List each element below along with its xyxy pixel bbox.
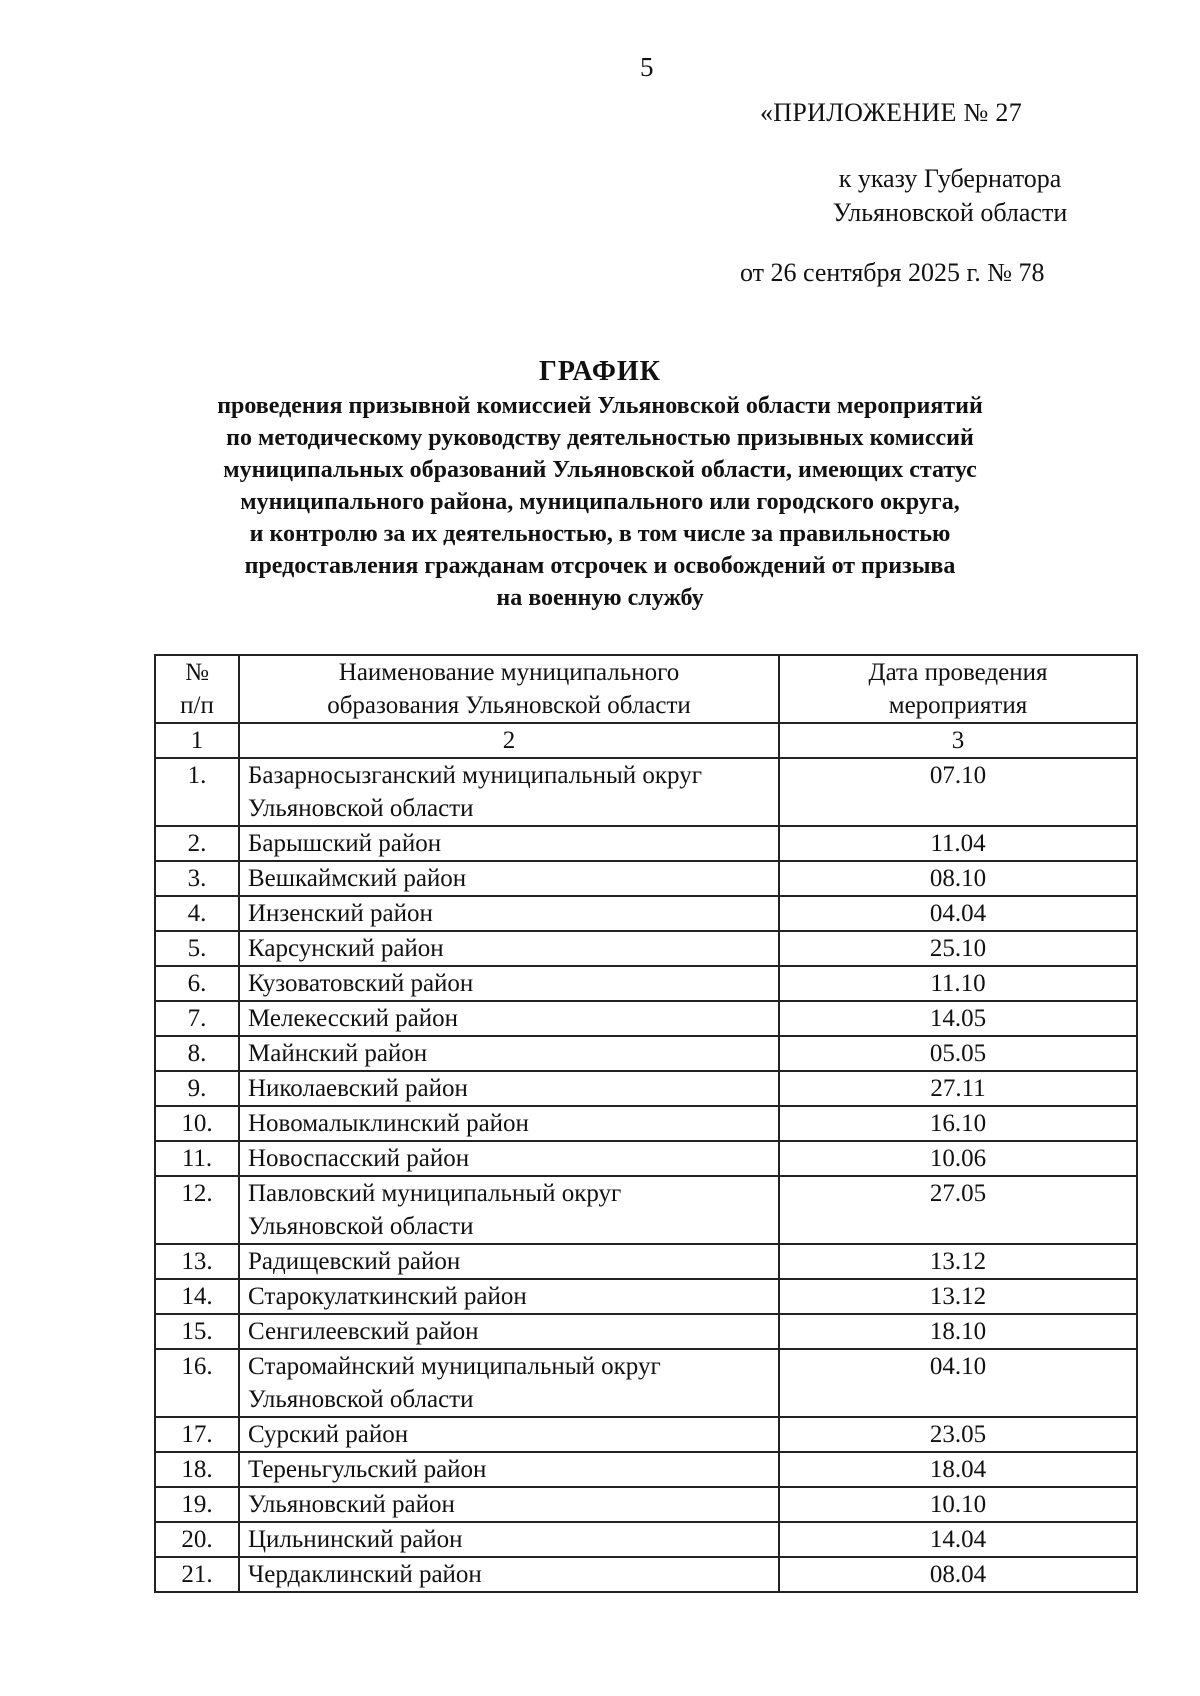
municipality-name-line: Старомайнский муниципальный округ [248,1353,661,1380]
row-number: 2. [155,826,239,861]
municipality-name [239,1071,779,1106]
row-number: 16. [155,1349,239,1417]
page-number: 5 [640,52,654,82]
event-date: 04.04 [779,896,1137,931]
municipality-name-line: Ульяновской области [248,795,474,822]
decree-reference-line: Ульяновской области [832,198,1068,227]
table-row [155,1244,1137,1279]
event-date: 18.10 [779,1314,1137,1349]
column-header-line: мероприятия [888,692,1028,719]
column-header-line: Дата проведения [868,659,1048,686]
municipality-name-line: Сурский район [248,1421,409,1448]
municipality-name [239,1557,779,1592]
municipality-name-line: Кузоватовский район [248,970,474,997]
appendix-heading: «ПРИЛОЖЕНИЕ № 27 [760,98,1022,127]
table-row [155,1349,1137,1417]
municipality-name-line: Николаевский район [248,1075,468,1102]
row-number: 12. [155,1176,239,1244]
decree-date: от 26 сентября 2025 г. № 78 [740,258,1045,287]
municipality-name-line: Чердаклинский район [248,1561,482,1588]
table-row [155,1417,1137,1452]
event-date: 14.05 [779,1001,1137,1036]
row-number: 11. [155,1141,239,1176]
event-date: 13.12 [779,1244,1137,1279]
municipality-name-line: Старокулаткинский район [248,1283,527,1310]
event-date: 16.10 [779,1106,1137,1141]
row-number: 8. [155,1036,239,1071]
table-row [155,861,1137,896]
municipality-name [239,1452,779,1487]
decree-reference [790,162,1110,230]
row-number: 10. [155,1106,239,1141]
event-date: 10.06 [779,1141,1137,1176]
municipality-name [239,1036,779,1071]
table-row [155,896,1137,931]
document-title: ГРАФИК [539,356,661,387]
municipality-name [239,1349,779,1417]
event-date: 08.10 [779,861,1137,896]
municipality-name [239,1279,779,1314]
municipality-name-line: Мелекесский район [248,1005,459,1032]
event-date: 05.05 [779,1036,1137,1071]
event-date: 25.10 [779,931,1137,966]
subtitle-line: проведения призывной комиссией Ульяновской области мероприятий [217,393,983,419]
municipality-name-line: Тереньгульский район [248,1456,487,1483]
municipality-name-line: Барышский район [248,830,442,857]
event-date: 08.04 [779,1557,1137,1592]
event-date: 27.05 [779,1176,1137,1244]
row-number: 4. [155,896,239,931]
table-row [155,826,1137,861]
municipality-name-line: Новоспасский район [248,1145,470,1172]
row-number: 6. [155,966,239,1001]
table-row [155,931,1137,966]
municipality-name [239,1522,779,1557]
municipality-name [239,861,779,896]
municipality-name-line: Радищевский район [248,1248,461,1275]
municipality-name-line: Карсунский район [248,935,444,962]
municipality-name-line: Новомалыклинский район [248,1110,529,1137]
table-row [155,1071,1137,1106]
row-number: 1. [155,758,239,826]
event-date: 11.04 [779,826,1137,861]
column-index: 1 [155,723,239,758]
municipality-name [239,1487,779,1522]
event-date: 14.04 [779,1522,1137,1557]
municipality-name-line: Цильнинский район [248,1526,463,1553]
table-row [155,1001,1137,1036]
table-header-row [155,655,1137,723]
subtitle-line: муниципального района, муниципального или городского округа, [240,489,960,515]
municipality-name [239,1176,779,1244]
column-header-line: № [185,659,209,686]
municipality-name-line: Павловский муниципальный округ [248,1180,622,1207]
row-number: 13. [155,1244,239,1279]
decree-reference-line: к указу Губернатора [838,164,1062,193]
municipality-name-line: Ульяновский район [248,1491,455,1518]
document-title-block [150,356,1050,614]
subtitle-line: на военную службу [496,585,704,611]
column-header-date [779,655,1137,723]
column-header-number [155,655,239,723]
municipality-name-line: Сенгилеевский район [248,1318,479,1345]
table-row [155,1522,1137,1557]
table-row [155,1557,1137,1592]
municipality-name [239,1417,779,1452]
row-number: 7. [155,1001,239,1036]
event-date: 13.12 [779,1279,1137,1314]
row-number: 17. [155,1417,239,1452]
row-number: 9. [155,1071,239,1106]
schedule-table [154,654,1138,1593]
column-header-name [239,655,779,723]
event-date: 27.11 [779,1071,1137,1106]
municipality-name [239,931,779,966]
municipality-name [239,758,779,826]
column-header-line: образования Ульяновской области [327,692,691,719]
municipality-name [239,826,779,861]
column-index-row [155,723,1137,758]
row-number: 5. [155,931,239,966]
table-row [155,1279,1137,1314]
table-row [155,966,1137,1001]
municipality-name [239,1106,779,1141]
table-row [155,1141,1137,1176]
event-date: 23.05 [779,1417,1137,1452]
municipality-name [239,1001,779,1036]
column-index: 3 [779,723,1137,758]
subtitle-line: муниципальных образований Ульяновской области, имеющих статус [223,457,977,483]
table-row [155,1314,1137,1349]
row-number: 20. [155,1522,239,1557]
municipality-name-line: Майнский район [248,1040,428,1067]
municipality-name-line: Ульяновской области [248,1213,474,1240]
subtitle-line: по методическому руководству деятельностью призывных комиссий [226,425,974,451]
table-row [155,758,1137,826]
municipality-name-line: Инзенский район [248,900,433,927]
municipality-name [239,896,779,931]
municipality-name [239,1314,779,1349]
column-header-line: п/п [180,692,214,719]
table-row [155,1487,1137,1522]
municipality-name [239,966,779,1001]
row-number: 14. [155,1279,239,1314]
table-row [155,1106,1137,1141]
municipality-name [239,1244,779,1279]
subtitle-line: предоставления гражданам отсрочек и освобождений от призыва [244,553,956,579]
event-date: 11.10 [779,966,1137,1001]
subtitle-line: и контролю за их деятельностью, в том числе за правильностью [249,521,951,547]
schedule-table-body [155,758,1137,1592]
row-number: 15. [155,1314,239,1349]
table-row [155,1176,1137,1244]
row-number: 18. [155,1452,239,1487]
event-date: 10.10 [779,1487,1137,1522]
table-row [155,1036,1137,1071]
column-index: 2 [239,723,779,758]
event-date: 18.04 [779,1452,1137,1487]
column-header-line: Наименование муниципального [338,659,680,686]
municipality-name [239,1141,779,1176]
event-date: 04.10 [779,1349,1137,1417]
row-number: 3. [155,861,239,896]
row-number: 19. [155,1487,239,1522]
municipality-name-line: Базарносызганский муниципальный округ [248,762,702,789]
municipality-name-line: Вешкаймский район [248,865,467,892]
table-row [155,1452,1137,1487]
document-subtitle [150,390,1050,614]
event-date: 07.10 [779,758,1137,826]
municipality-name-line: Ульяновской области [248,1386,474,1413]
row-number: 21. [155,1557,239,1592]
